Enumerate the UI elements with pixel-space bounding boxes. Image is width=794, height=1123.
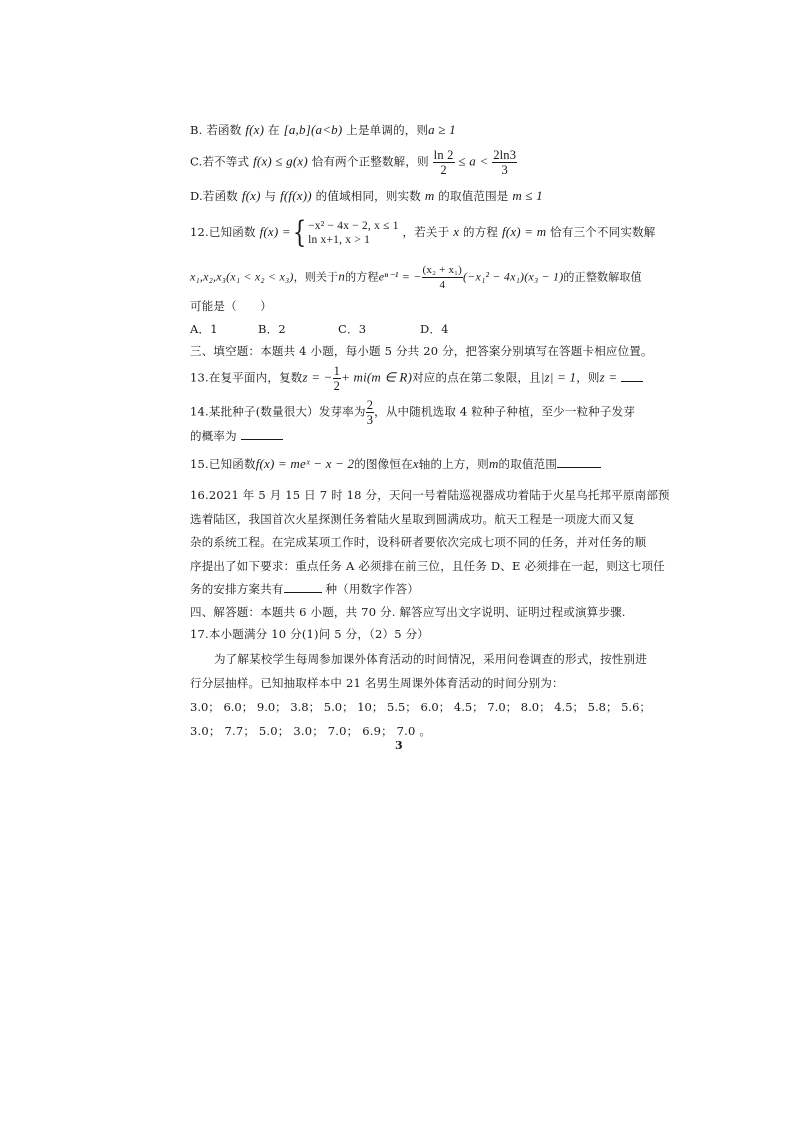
q16-answer-blank[interactable]: [284, 582, 322, 593]
section-4-text: 四、解答题：本题共 6 小题，共 70 分. 解答应写出文字说明、证明过程或演算步骤.: [190, 605, 626, 619]
option-d-var: m: [424, 188, 435, 203]
q12-frac-den: 4: [439, 279, 446, 291]
option-d-prefix: D.若函数: [190, 189, 238, 203]
option-d-mid1: 与: [264, 189, 277, 203]
q12-line1: [190, 215, 656, 250]
q16-line: 序提出了如下要求：重点任务 A 必须排在前三位，且任务 D、E 必须排在一起，则这七项任: [190, 558, 665, 573]
option-b-cond: a ≥ 1: [428, 122, 456, 137]
q13-ans: z =: [599, 369, 618, 385]
option-c-ineq: f(x) ≤ g(x): [253, 153, 308, 169]
q14-frac-num: 2: [366, 398, 374, 412]
q12-suffix: 恰有三个不同实数解: [550, 225, 656, 239]
q13-suffix: ，则: [576, 370, 600, 385]
option-b-suffix: 上是单调的，则: [346, 123, 429, 137]
section-4-heading: [190, 604, 626, 620]
option-c-lt: ≤ a <: [458, 153, 489, 169]
q12-func-def: f(x) =: [259, 224, 291, 239]
q17-para1-text: 为了解某校学生每周参加课外体育活动的时间情况，采用问卷调查的形式，按性别进: [214, 652, 647, 666]
option-b-interval: [a,b](a<b): [283, 122, 343, 137]
q12-exp: eⁿ⁻¹ = −: [378, 269, 422, 284]
q12-line2-suffix: 的正整数解取值: [563, 270, 642, 284]
q17-data1-text: 3.0； 6.0； 9.0； 3.8； 5.0； 10； 5.5； 6.0； 4.5； 7.0； 8.0； 4.5； 5.8； 5.6；: [190, 700, 651, 714]
q15-func: f(x) = meˣ − x − 2: [255, 456, 355, 471]
q14-suffix: ，从中随机选取 4 粒种子种植，至少一粒种子发芽: [374, 404, 636, 419]
q16: [190, 484, 670, 602]
q12-cases: [308, 219, 399, 247]
q17-header: [190, 626, 429, 642]
option-c: [190, 148, 517, 177]
section-3-text: 三、填空题：本题共 4 小题，每小题 5 分共 20 分，把答案分别填写在答题卡相应位置。: [190, 344, 653, 358]
option-d-func1: f(x): [241, 188, 261, 203]
option-c-frac1-den: 2: [440, 163, 447, 177]
q17-para1: [214, 651, 647, 667]
q15-mid: 的图像恒在: [354, 457, 413, 471]
option-c-mid: 恰有两个正整数解，则: [311, 154, 429, 169]
q17-para2: [190, 675, 564, 691]
q17-header-text: 17.本小题满分 10 分(1)问 5 分，（2）5 分）: [190, 627, 429, 641]
q12-frac: [422, 263, 464, 292]
q13-frac: [333, 364, 341, 393]
q14-line2: [190, 428, 283, 444]
section-3-heading: [190, 343, 653, 359]
q12-line2-mid2: 的方程: [345, 270, 379, 284]
q15-var: m: [488, 456, 499, 471]
q15-axis: x: [412, 456, 419, 471]
q16-last-prefix: 务的安排方案共有: [190, 582, 284, 596]
q15-mid2: 轴的上方，则: [418, 457, 489, 471]
q12-choice-d: D．4: [420, 322, 449, 336]
q13: [190, 364, 643, 393]
q12-brace: {: [292, 215, 307, 250]
option-d: [190, 188, 543, 204]
q12-prefix: 12.已知函数: [190, 225, 256, 239]
q13-frac-den: 2: [333, 379, 341, 393]
q12-tail: (−x₁² − 4x₁)(x₃ − 1): [463, 269, 564, 284]
q14: [190, 398, 635, 427]
q15-prefix: 15.已知函数: [190, 457, 256, 471]
q17-data2-text: 3.0； 7.7； 5.0； 3.0； 7.0； 6.9； 7.0 。: [190, 724, 432, 738]
q14-frac: [366, 398, 374, 427]
q16-line: 16.2021 年 5 月 15 日 7 时 18 分，天问一号着陆巡视器成功着陆于火星乌托邦平原南部预: [190, 488, 670, 502]
q16-last-line: [190, 578, 670, 602]
q12-choice-c: C．3: [338, 322, 367, 336]
option-b-mid: 在: [268, 123, 280, 137]
q12-choice-a: A．1: [190, 322, 218, 336]
q15-suffix: 的取值范围: [498, 457, 558, 471]
q13-mid: 对应的点在第二象限，且: [412, 370, 541, 385]
q12-line3: [190, 298, 272, 314]
q12-frac-num: (x₂ + x₁): [422, 264, 463, 276]
q17-para2-text: 行分层抽样。已知抽取样本中 21 名男生周课外体育活动的时间分别为：: [190, 676, 564, 690]
q14-answer-blank[interactable]: [241, 429, 283, 440]
option-c-frac2: [492, 148, 517, 177]
q12-case1: −x² − 4x − 2, x ≤ 1: [308, 220, 399, 232]
q13-rhs: + mi(m ∈ R): [341, 369, 413, 385]
q15: [190, 456, 601, 472]
q12-line3-text: 可能是（ ）: [190, 299, 272, 313]
q12-case2: ln x+1, x > 1: [308, 234, 371, 246]
q17-data1: [190, 699, 651, 715]
option-c-prefix: C.若不等式: [190, 154, 250, 169]
option-c-frac2-num: 2ln3: [493, 148, 517, 162]
option-c-frac1: [433, 148, 455, 177]
option-d-cond: m ≤ 1: [512, 188, 543, 203]
page-number: 3: [395, 739, 403, 752]
q16-line: 选着陆区，我国首次火星探测任务着陆火星取到圆满成功。航天工程是一项庞大而又复: [190, 511, 635, 526]
q12-roots: x₁,x₂,x₃(x₁ < x₂ < x₃): [190, 269, 294, 284]
option-b: [190, 122, 456, 138]
q13-prefix: 13.在复平面内，复数: [190, 370, 303, 385]
q16-line: 杂的系统工程。在完成某项工作时，设科研者要依次完成七项不同的任务，并对任务的顺: [190, 535, 647, 549]
q14-line2-text: 的概率为: [190, 429, 237, 443]
option-c-frac1-num: ln 2: [433, 148, 454, 162]
option-d-func2: f(f(x)): [280, 188, 312, 203]
q17-data2: [190, 723, 431, 739]
q15-answer-blank[interactable]: [557, 457, 601, 468]
option-b-prefix: B. 若函数: [190, 123, 242, 137]
q13-answer-blank[interactable]: [621, 371, 643, 382]
q12-line2: [190, 263, 642, 292]
q12-choice-b: B．2: [258, 322, 286, 336]
option-d-mid2: 的值域相同，则实数: [315, 189, 421, 203]
q12-var-n: n: [338, 268, 346, 284]
q14-prefix: 14.某批种子(数量很大）发芽率为: [190, 404, 366, 419]
q12-mid: ，若关于: [402, 225, 450, 239]
option-d-mid3: 的取值范围是: [438, 189, 509, 203]
q12-line2-mid: ，则关于: [293, 270, 339, 284]
option-b-func: f(x): [245, 122, 265, 137]
q13-frac-num: 1: [333, 364, 341, 378]
q12-eq: f(x) = m: [502, 224, 547, 239]
q12-mid2: 的方程: [463, 225, 499, 239]
q13-abs: |z| = 1: [540, 369, 577, 385]
q14-frac-den: 3: [366, 413, 374, 427]
q16-last-suffix: 种（用数字作答）: [325, 582, 420, 596]
option-c-frac2-den: 3: [501, 163, 508, 177]
q12-var-x: x: [453, 224, 460, 239]
q13-lhs: z = −: [302, 369, 333, 385]
